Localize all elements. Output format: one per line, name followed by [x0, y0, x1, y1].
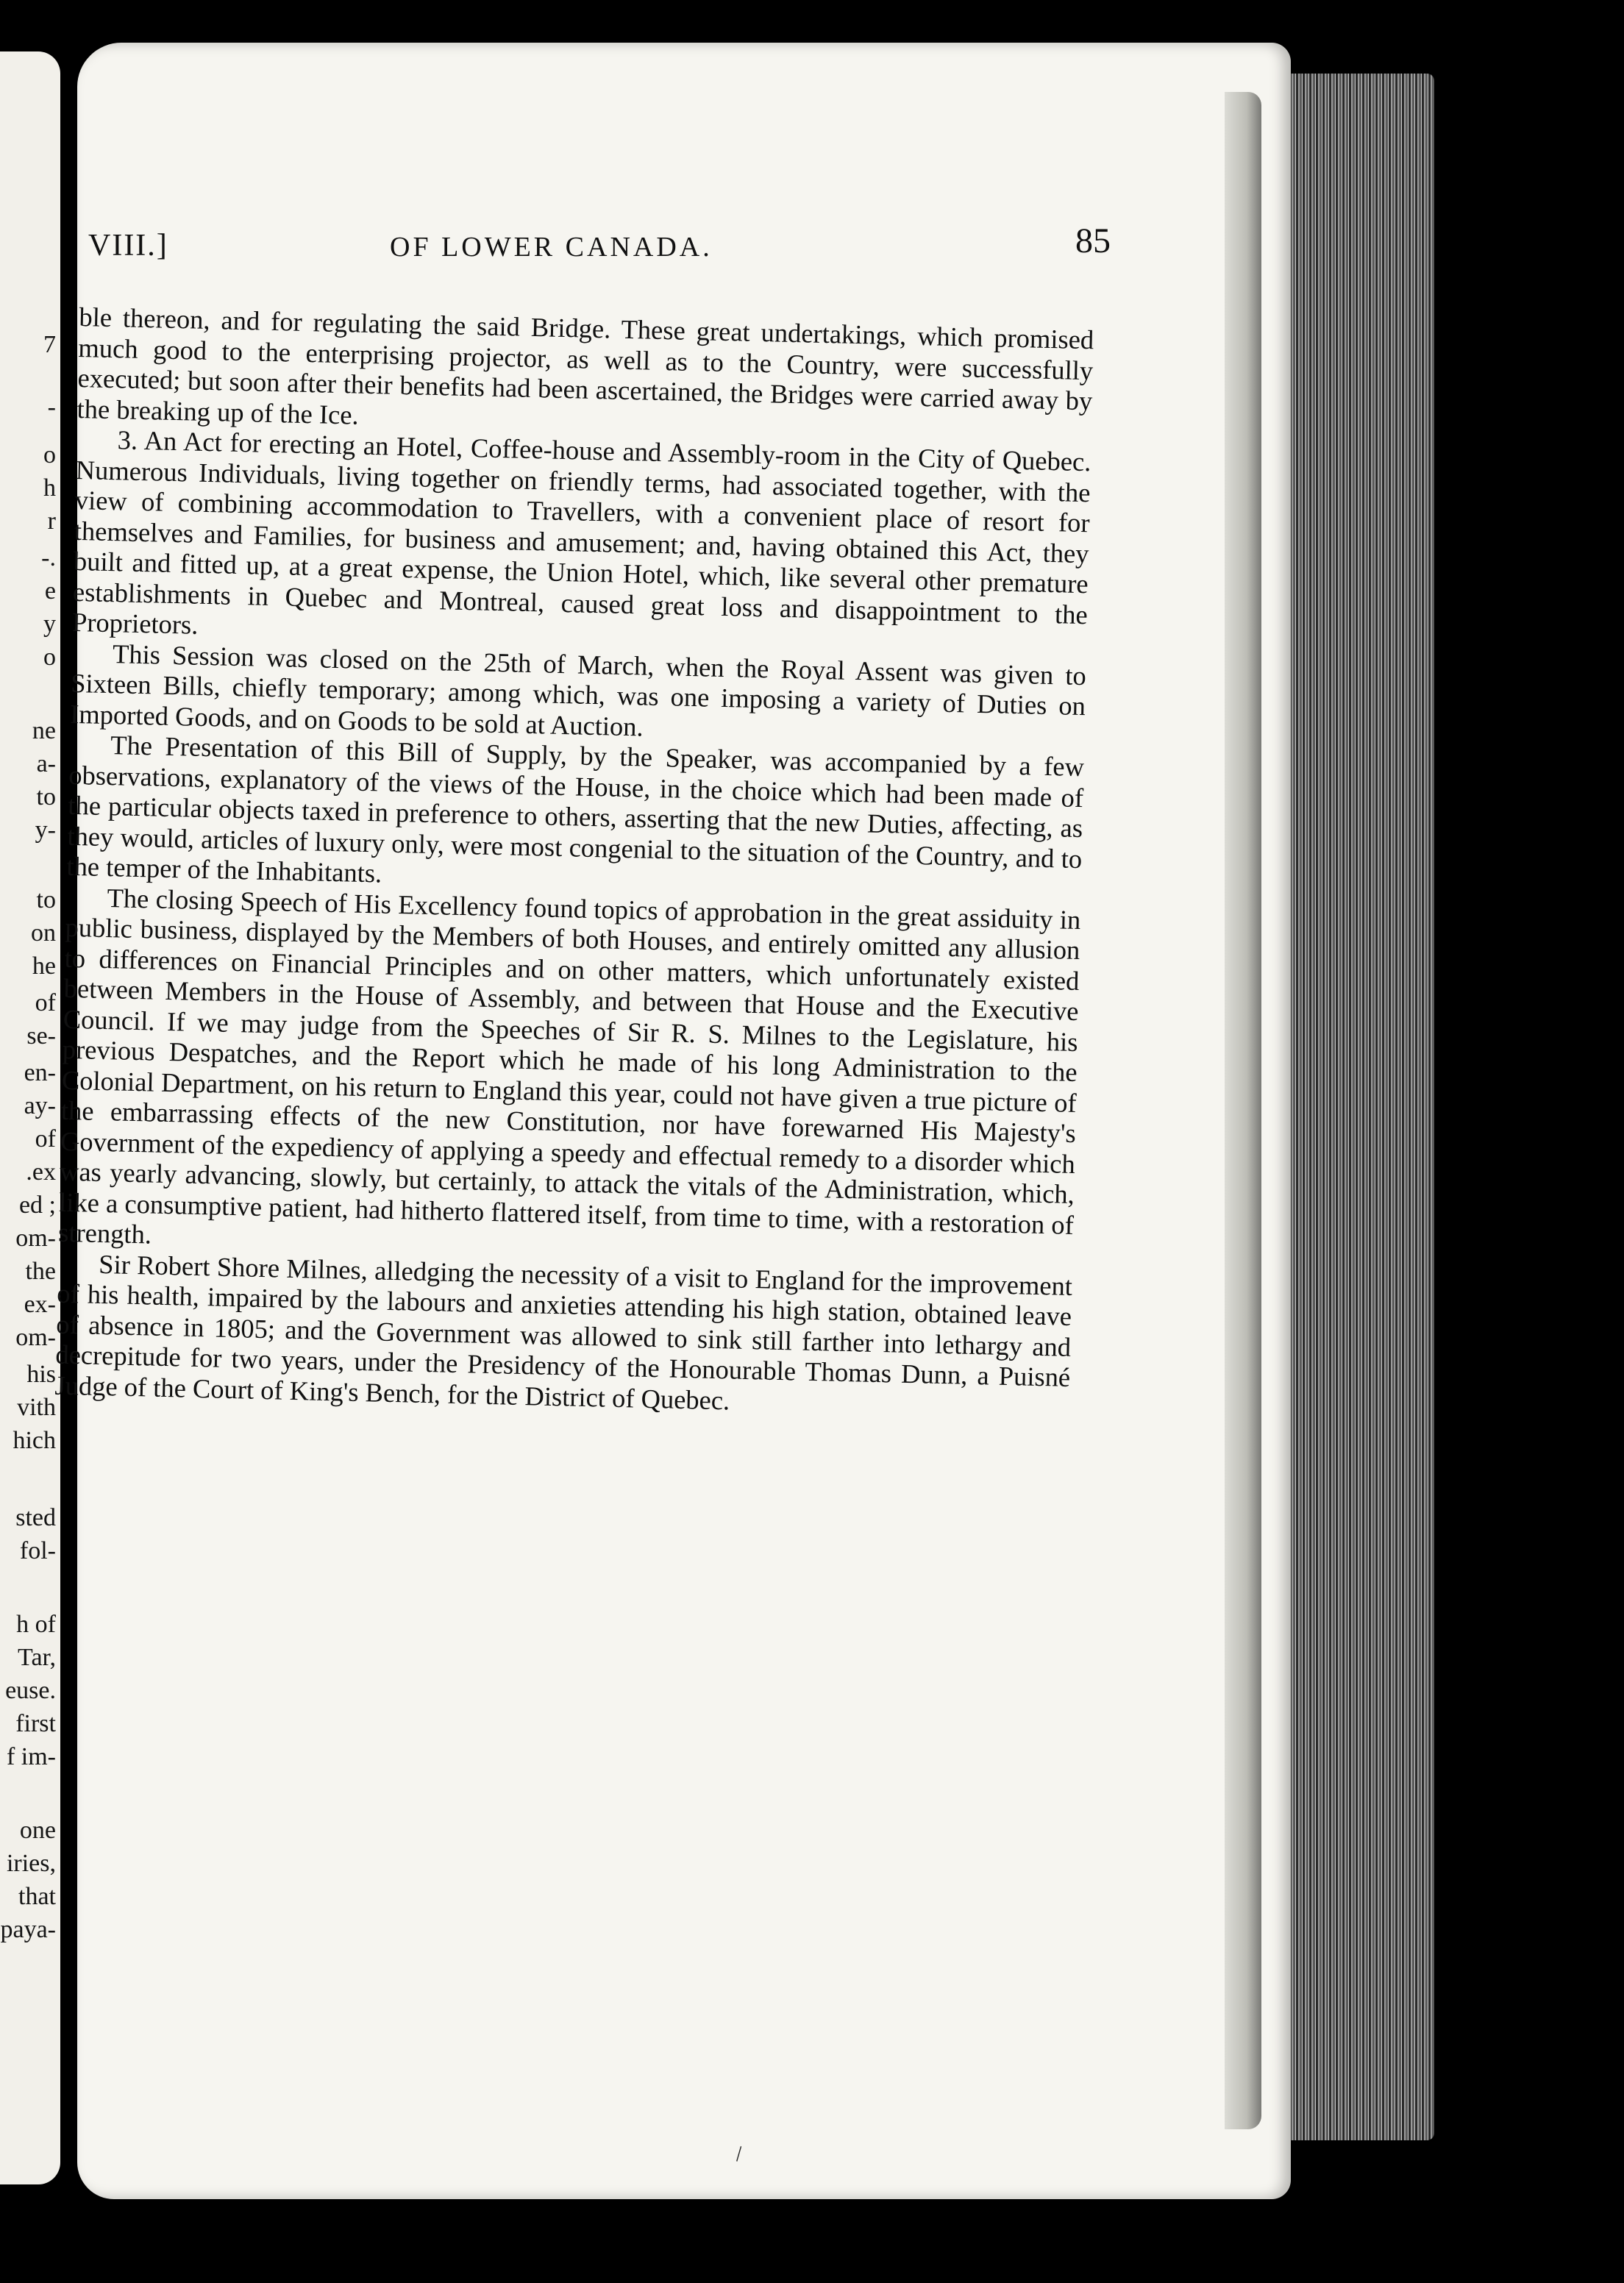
facing-page-text-fragment: one — [19, 1817, 56, 1844]
facing-page-text-fragment: first — [15, 1710, 56, 1737]
facing-page-text-fragment: of — [35, 989, 56, 1016]
running-header — [88, 199, 1111, 272]
facing-page-text-fragment: hich — [13, 1427, 56, 1454]
facing-page-text-fragment: y — [43, 610, 56, 638]
facing-page-text-fragment: h — [43, 474, 56, 502]
facing-page-text-fragment: his — [26, 1361, 56, 1388]
facing-page-text-fragment: euse. — [5, 1677, 56, 1704]
facing-page-text-fragment: en- — [24, 1059, 56, 1086]
facing-page-text-fragment: o — [43, 644, 56, 671]
facing-page-text-fragment: f im- — [6, 1743, 56, 1770]
facing-page-text-fragment: ex- — [24, 1291, 56, 1318]
facing-page-text-fragment: ay- — [24, 1092, 56, 1119]
facing-page-text-fragment: om- — [15, 1225, 56, 1252]
paragraph: This Session was closed on the 25th of March, when the Royal Assent was given to Sixteen Bills, chiefly temporary; among which, was one imposing a variety of Duties on Imported Goods, and on Goods to be sold at Auction. — [69, 638, 1087, 742]
facing-page-text-fragment: r — [47, 507, 56, 535]
paragraph: The Presentation of this Bill of Supply, by the Speaker, was accompanied by a few observations, explanatory of the views of the House, in the choice which had been made of the particular objects taxed in preference to others, asserting that the new Duties, affecting, as they would, articles of luxury only, were most congenial to the situation of the Country, and to the temper of the Inhabitants. — [66, 730, 1085, 888]
facing-page-text-fragment: on — [31, 919, 56, 947]
facing-page-edge — [0, 51, 60, 2184]
page-body — [54, 302, 1094, 1423]
facing-page-text-fragment: - — [47, 393, 56, 421]
paragraph: ble thereon, and for regulating the said Bridge. These great undertakings, which promised much good to the enterprising projector, as well as to the Country, were successfully executed; but soon after their benefits had been ascertained, the Bridges were carried away by the breaking up of the Ice. — [76, 302, 1094, 430]
paragraph: The closing Speech of His Excellency found topics of approbation in the great assiduity in public business, displayed by the Members of both Houses, and entirely omitted any allusion to differences on Financial Principles and on other matters, which unfortunately existed between Members in the House of Assembly, and between that House and the Executive Council. If we may judge from the Speeches of Sir R. S. Milnes to the Legislature, his previous Despatches, and the Report which he made of his long Administration to the Colonial Department, on his return to England this year, could not have given a true picture of the embarrassing effects of the new Constitution, nor have forewarned His Majesty's Government of the expediency of applying a speedy and effectual remedy to a disorder which was yearly advancing, slowly, but certainly, to attack the vitals of the Administration, which, like a consumptive patient, had hitherto flattered itself, from time to time, with a restoration of strength. — [57, 882, 1081, 1250]
facing-page-text-fragment: to — [36, 886, 56, 913]
facing-page-text-fragment: iries, — [6, 1850, 56, 1877]
facing-page-text-fragment: om- — [15, 1324, 56, 1351]
chapter-marker: VIII.] — [88, 229, 168, 263]
facing-page-text-fragment: he — [32, 952, 56, 980]
facing-page-text-fragment: 7 — [43, 331, 56, 358]
facing-page-text-fragment: Tar, — [18, 1644, 56, 1671]
facing-page-text-fragment: of — [35, 1125, 56, 1153]
facing-page-text-fragment: ed ; — [18, 1192, 56, 1219]
paragraph: 3. An Act for erecting an Hotel, Coffee-house and Assembly-room in the City of Quebec. Numerous Individuals, living together on friendly terms, had associated together, with the view of combining accommodation to Travellers, with a convenient place of resort for themselves and Families, for business and amusement; and, having obtained this Act, they built and fitted up, at a great expense, the Union Hotel, which, like several other premature establishments in Quebec and Montreal, caused great loss and disappointment to the Proprietors. — [71, 424, 1091, 640]
facing-page-text-fragment: a- — [36, 750, 56, 777]
facing-page-text-fragment: fol- — [19, 1537, 56, 1564]
facing-page-text-fragment: paya- — [0, 1916, 56, 1943]
facing-page-text-fragment: the — [25, 1258, 56, 1285]
facing-page-text-fragment: -. — [41, 544, 56, 571]
facing-page-text-fragment: ne — [32, 717, 56, 744]
facing-page-text-fragment: .ex — [26, 1158, 56, 1186]
page-curl-edge — [1225, 92, 1261, 2129]
facing-page-text-fragment: h of — [16, 1611, 56, 1638]
facing-page-text-fragment: vith — [17, 1394, 56, 1421]
facing-page-text-fragment: se- — [26, 1022, 56, 1050]
page-number: 85 — [1075, 221, 1111, 260]
facing-page-text-fragment: o — [43, 441, 56, 469]
facing-page-text-fragment: that — [18, 1883, 56, 1910]
running-title: OF LOWER CANADA. — [390, 232, 713, 263]
stray-mark: \ — [729, 2142, 749, 2166]
facing-page-text-fragment: e — [44, 577, 56, 605]
facing-page-text-fragment: sted — [15, 1504, 56, 1531]
paragraph: Sir Robert Shore Milnes, alledging the necessity of a visit to England for the improvement of his health, impaired by the labours and anxieties attending his high station, obtained leave of absence in 1805; and the Government was allowed to sink still farther into lethargy and decrepitude for two years, under the Presidency of the Honourable Thomas Dunn, a Puisné Judge of the Court of King's Bench, for the District of Quebec. — [54, 1248, 1073, 1415]
facing-page-text-fragment: y- — [35, 816, 56, 844]
facing-page-text-fragment: to — [36, 783, 56, 811]
